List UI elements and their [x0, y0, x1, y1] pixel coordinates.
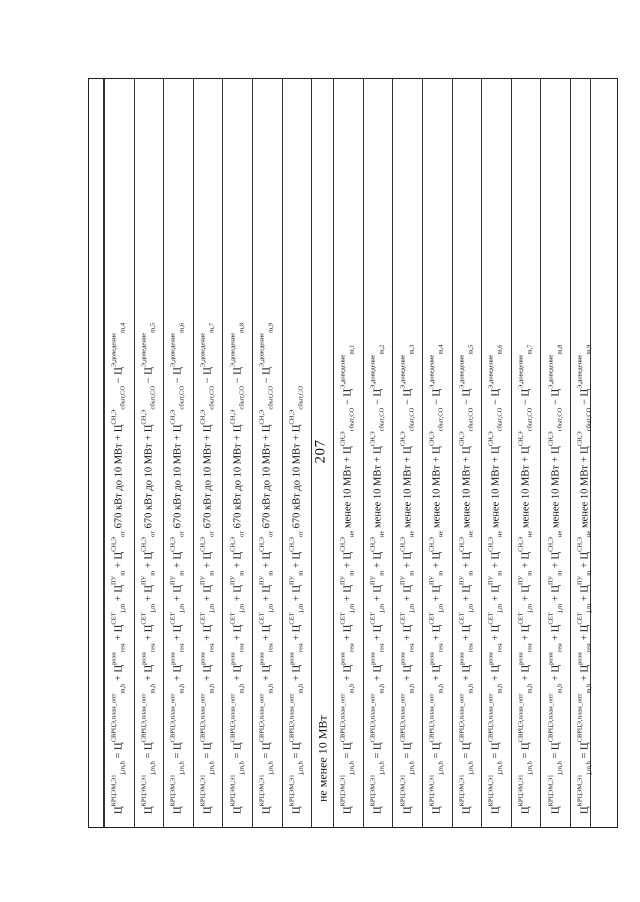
table-row: [134, 78, 164, 828]
table-row: [282, 78, 312, 828]
table-row: [511, 78, 541, 828]
section-label-row: [311, 78, 333, 828]
formula-text: $Ц^{КРЦЭМ,Э1}_{j,m,h} = Ц^{СВРЦЭ,план\_опт}_{m,h} + Ц^{розн}_{ген} + Ц^{СЕТ}_{j,m} + Ц^{ПУ}_m + Ц^{СН,Э}_{от}$ 670 кВт до 10 МВт + $Ц^{СН,Э}_{сбыт,СО} - Ц^{Э,доведение}_{m,8}$: [228, 322, 245, 814]
formula-text: $Ц^{КРЦЭМ,Э1}_{j,m,h} = Ц^{СВРЦЭ,план\_опт}_{m,h} + Ц^{розн}_{ген} + Ц^{СЕТ}_{j,m} + Ц^{ПУ}_m + Ц^{СН,Э}_{от}$ 670 кВт до 10 МВт + $Ц^{СН,Э}_{сбыт,СО} - Ц^{Э,доведение}_{m,6}$: [169, 322, 186, 814]
table-row: [540, 78, 570, 828]
formula-text: $Ц^{КРЦЭМ,Э1}_{j,m,h} = Ц^{СВРЦЭ,план\_опт}_{m,h} + Ц^{розн}_{ген} + Ц^{СЕТ}_{j,m} + Ц^{ПУ}_m + Ц^{СН,Э}_{не}$ менее 10 МВт + $Ц^{СН,Э}_{сбыт,СО} - Ц^{Э,доведение}_{m,8}$: [546, 344, 563, 814]
formula-text: $Ц^{КРЦЭМ,Э1}_{j,m,h} = Ц^{СВРЦЭ,план\_опт}_{m,h} + Ц^{розн}_{ген} + Ц^{СЕТ}_{j,m} + Ц^{ПУ}_m + Ц^{СН,Э}_{не}$ менее 10 МВт + $Ц^{СН,Э}_{сбыт,СО} - Ц^{Э,доведение}_{m,9}$: [576, 344, 593, 814]
table-row: [481, 78, 511, 828]
formula-text: $Ц^{КРЦЭМ,Э1}_{j,m,h} = Ц^{СВРЦЭ,план\_опт}_{m,h} + Ц^{розн}_{ген} + Ц^{СЕТ}_{j,m} + Ц^{ПУ}_m + Ц^{СН,Э}_{от}$ 670 кВт до 10 МВт + $Ц^{СН,Э}_{сбыт,СО} - Ц^{Э,доведение}_{m,5}$: [140, 322, 157, 814]
table-row: [104, 78, 134, 828]
table-row: [570, 78, 600, 828]
table-row: [363, 78, 393, 828]
formula-text: $Ц^{КРЦЭМ,Э1}_{j,m,h} = Ц^{СВРЦЭ,план\_опт}_{m,h} + Ц^{розн}_{ген} + Ц^{СЕТ}_{j,m} + Ц^{ПУ}_m + Ц^{СН,Э}_{от}$ 670 кВт до 10 МВт + $Ц^{СН,Э}_{сбыт,СО} - Ц^{Э,доведение}_{m,7}$: [199, 322, 216, 814]
formula-text: $Ц^{КРЦЭМ,Э1}_{j,m,h} = Ц^{СВРЦЭ,план\_опт}_{m,h} + Ц^{розн}_{ген} + Ц^{СЕТ}_{j,m} + Ц^{ПУ}_m + Ц^{СН,Э}_{не}$ менее 10 МВт + $Ц^{СН,Э}_{сбыт,СО} - Ц^{Э,доведение}_{m,7}$: [517, 344, 534, 814]
formula-text: $Ц^{КРЦЭМ,Э1}_{j,m,h} = Ц^{СВРЦЭ,план\_опт}_{m,h} + Ц^{розн}_{ген} + Ц^{СЕТ}_{j,m} + Ц^{ПУ}_m + Ц^{СН,Э}_{не}$ менее 10 МВт + $Ц^{СН,Э}_{сбыт,СО} - Ц^{Э,доведение}_{m,4}$: [428, 344, 445, 814]
formula-text: $Ц^{КРЦЭМ,Э1}_{j,m,h} = Ц^{СВРЦЭ,план\_опт}_{m,h} + Ц^{розн}_{ген} + Ц^{СЕТ}_{j,m} + Ц^{ПУ}_m + Ц^{СН,Э}_{не}$ менее 10 МВт + $Ц^{СН,Э}_{сбыт,СО} - Ц^{Э,доведение}_{m,5}$: [458, 344, 475, 814]
formula-text: $Ц^{КРЦЭМ,Э1}_{j,m,h} = Ц^{СВРЦЭ,план\_опт}_{m,h} + Ц^{розн}_{ген} + Ц^{СЕТ}_{j,m} + Ц^{ПУ}_m + Ц^{СН,Э}_{от}$ 670 кВт до 10 МВт + $Ц^{СН,Э}_{сбыт,СО} - Ц^{Э,доведение}_{m,9}$: [258, 322, 275, 814]
formula-text: $Ц^{КРЦЭМ,Э1}_{j,m,h} = Ц^{СВРЦЭ,план\_опт}_{m,h} + Ц^{розн}_{ген} + Ц^{СЕТ}_{j,m} + Ц^{ПУ}_m + Ц^{СН,Э}_{не}$ менее 10 МВт + $Ц^{СН,Э}_{сбыт,СО} - Ц^{Э,доведение}_{m,2}$: [369, 344, 386, 814]
table-row: [422, 78, 452, 828]
formula-text: $Ц^{КРЦЭМ,Э1}_{j,m,h} = Ц^{СВРЦЭ,план\_опт}_{m,h} + Ц^{розн}_{ген} + Ц^{СЕТ}_{j,m} + Ц^{ПУ}_m + Ц^{СН,Э}_{от}$ 670 кВт до 10 МВт + $Ц^{СН,Э}_{сбыт,СО} - Ц^{Э,доведение}_{m,4}$: [110, 322, 127, 814]
formula-text: $Ц^{КРЦЭМ,Э1}_{j,m,h} = Ц^{СВРЦЭ,план\_опт}_{m,h} + Ц^{розн}_{ген} + Ц^{СЕТ}_{j,m} + Ц^{ПУ}_m + Ц^{СН,Э}_{не}$ менее 10 МВт + $Ц^{СН,Э}_{сбыт,СО} - Ц^{Э,доведение}_{m,1}$: [339, 344, 356, 814]
table-row: [392, 78, 422, 828]
formula-text: $Ц^{КРЦЭМ,Э1}_{j,m,h} = Ц^{СВРЦЭ,план\_опт}_{m,h} + Ц^{розн}_{ген} + Ц^{СЕТ}_{j,m} + Ц^{ПУ}_m + Ц^{СН,Э}_{не}$ менее 10 МВт + $Ц^{СН,Э}_{сбыт,СО} - Ц^{Э,доведение}_{m,6}$: [487, 344, 504, 814]
table-row: [452, 78, 482, 828]
formula-text: $Ц^{КРЦЭМ,Э1}_{j,m,h} = Ц^{СВРЦЭ,план\_опт}_{m,h} + Ц^{розн}_{ген} + Ц^{СЕТ}_{j,m} + Ц^{ПУ}_m + Ц^{СН,Э}_{от}$ 670 кВт до 10 МВт + $Ц^{СН,Э}_{сбыт,СО}$: [288, 385, 305, 814]
table-row: [252, 78, 282, 828]
table-row: [163, 78, 193, 828]
page-number-text: 207: [312, 439, 329, 463]
table-left-strip: [88, 78, 104, 828]
section-label: не менее 10 МВт: [315, 715, 330, 802]
table-row: [333, 78, 363, 828]
formula-text: $Ц^{КРЦЭМ,Э1}_{j,m,h} = Ц^{СВРЦЭ,план\_опт}_{m,h} + Ц^{розн}_{ген} + Ц^{СЕТ}_{j,m} + Ц^{ПУ}_m + Ц^{СН,Э}_{не}$ менее 10 МВт + $Ц^{СН,Э}_{сбыт,СО} - Ц^{Э,доведение}_{m,3}$: [398, 344, 415, 814]
table-row: [222, 78, 252, 828]
formula-table: [88, 78, 618, 828]
table-row: [193, 78, 223, 828]
